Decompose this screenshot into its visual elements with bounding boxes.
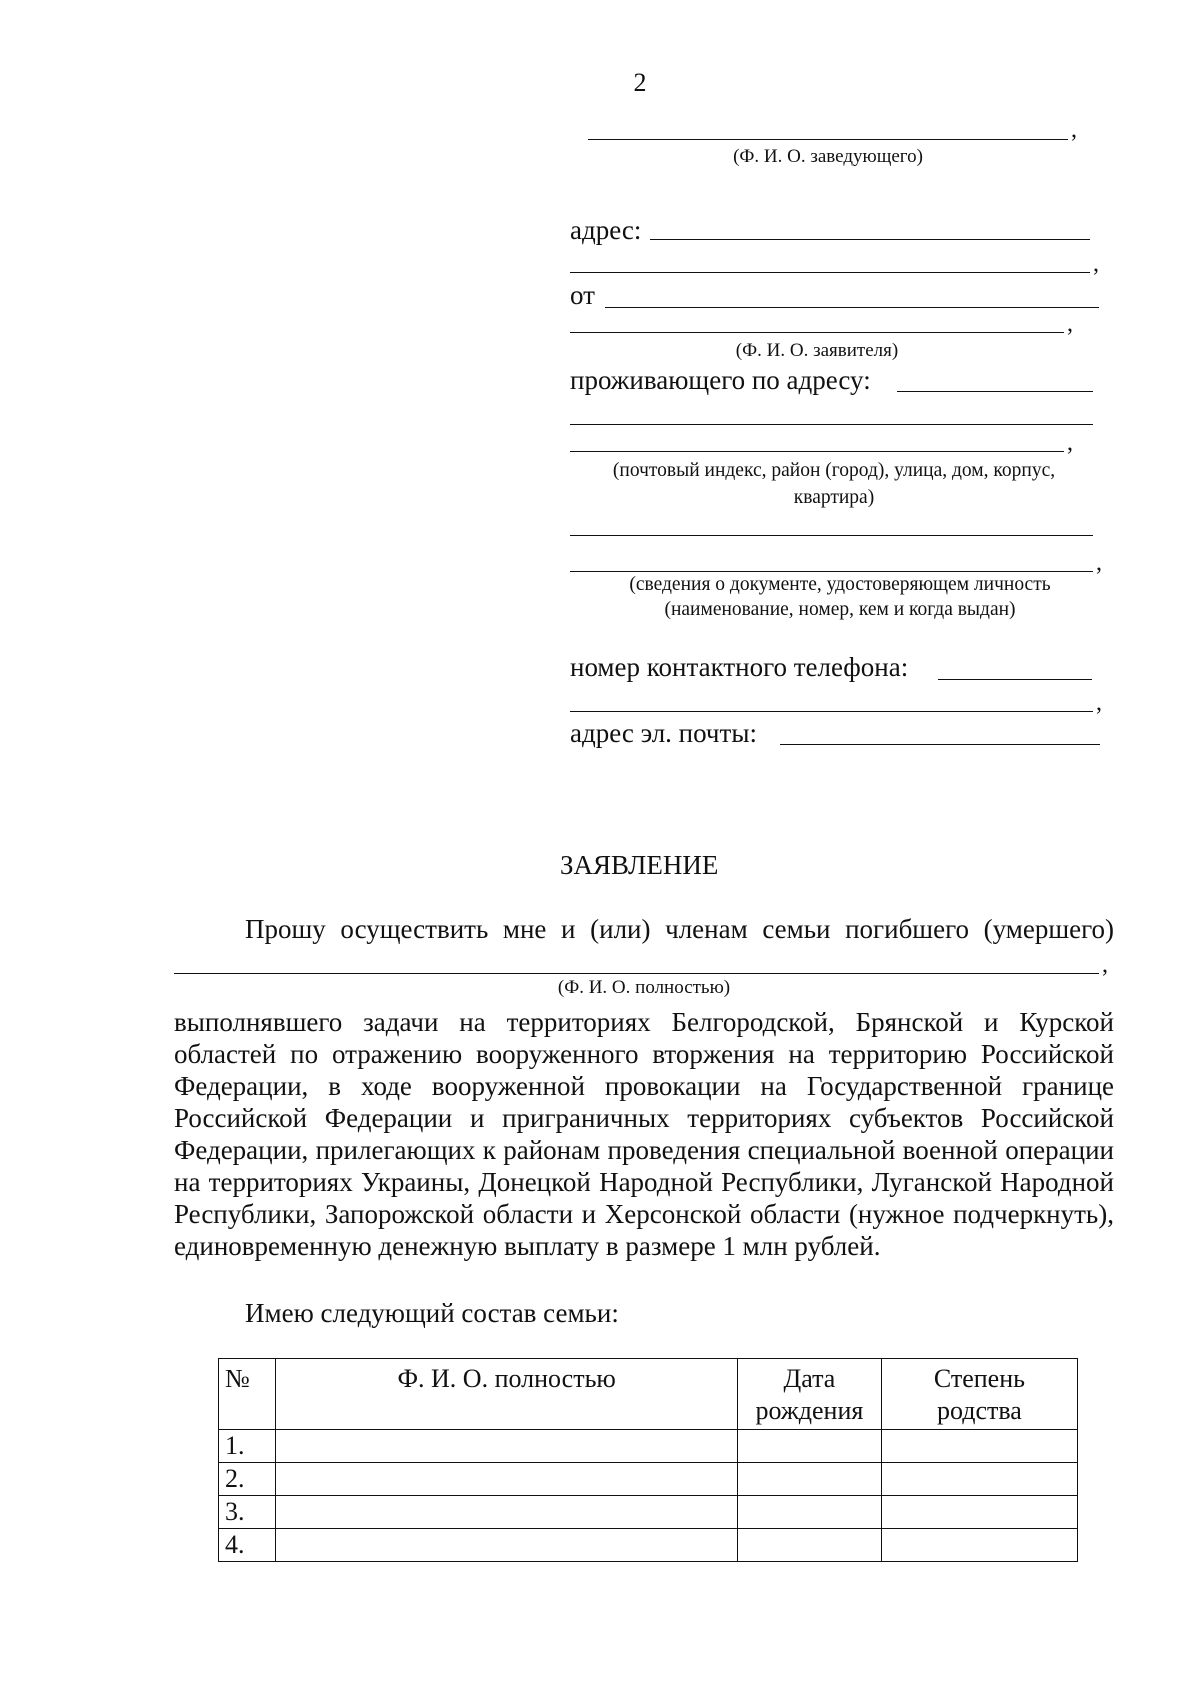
address-caption: (почтовый индекс, район (город), улица, дом, корпус, квартира) — [612, 460, 1056, 508]
address-line-2[interactable] — [570, 272, 1090, 273]
birth-date-cell[interactable] — [738, 1496, 882, 1529]
birth-date-cell[interactable] — [738, 1430, 882, 1463]
comma: , — [1093, 251, 1099, 277]
family-intro: Имею следующий состав семьи: — [245, 1298, 619, 1328]
relation-cell[interactable] — [881, 1496, 1077, 1529]
page-number: 2 — [633, 68, 647, 97]
phone-line-1[interactable] — [938, 679, 1092, 680]
col-header-relation-1: Степень — [933, 1364, 1025, 1393]
col-header-date-2: рождения — [755, 1396, 864, 1425]
table-row — [219, 1529, 1078, 1562]
table-header-row — [219, 1359, 1078, 1430]
table-row — [219, 1463, 1078, 1496]
from-label: от — [570, 280, 595, 310]
deceased-caption: (Ф. И. О. полностью) — [557, 977, 731, 998]
relation-cell[interactable] — [881, 1463, 1077, 1496]
phone-line-2[interactable] — [570, 711, 1093, 712]
email-label: адрес эл. почты: — [570, 718, 757, 748]
col-header-fio: Ф. И. О. полностью — [276, 1359, 738, 1430]
row-number: 1. — [219, 1430, 276, 1463]
head-caption: (Ф. И. О. заведующего) — [733, 146, 923, 167]
comma: , — [1071, 117, 1077, 143]
head-name-line[interactable] — [588, 139, 1068, 140]
relation-cell[interactable] — [881, 1430, 1077, 1463]
col-header-relation-2: родства — [936, 1396, 1022, 1425]
row-number: 3. — [219, 1496, 276, 1529]
address-line-1[interactable] — [650, 239, 1090, 240]
comma: , — [1102, 952, 1108, 978]
table-row — [219, 1430, 1078, 1463]
family-table — [218, 1358, 1078, 1562]
statement-title: ЗАЯВЛЕНИЕ — [560, 850, 719, 880]
fio-cell[interactable] — [276, 1463, 738, 1496]
fio-cell[interactable] — [276, 1496, 738, 1529]
statement-body: выполнявшего задачи на территориях Белгородской, Брянской и Курской областей по отражению вооруженного вторжения на территорию Российской Федерации, в ходе вооруженной провокации на Государственной границе Российской Федерации и приграничных территориях субъектов Российской Федерации, прилегающих к районам проведения специальной военной операции на территориях Украины, Донецкой Народной Республики, Луганской Народной Республики, Запорожской области и Херсонской области (нужное подчеркнуть), единовременную денежную выплату в размере 1 млн рублей. — [174, 1007, 1114, 1261]
table-row — [219, 1496, 1078, 1529]
row-number: 2. — [219, 1463, 276, 1496]
applicant-line-2[interactable] — [570, 332, 1064, 333]
address-label: адрес: — [570, 215, 642, 245]
fio-cell[interactable] — [276, 1430, 738, 1463]
document-caption-1: (сведения о документе, удостоверяющем личность — [629, 574, 1051, 595]
comma: , — [1067, 311, 1073, 337]
comma: , — [1096, 690, 1102, 716]
col-header-num: № — [219, 1359, 276, 1430]
residing-line-3[interactable] — [570, 451, 1064, 452]
document-caption-2: (наименование, номер, кем и когда выдан) — [664, 599, 1016, 620]
residing-line-2[interactable] — [570, 424, 1093, 425]
phone-label: номер контактного телефона: — [570, 652, 909, 682]
applicant-caption: (Ф. И. О. заявителя) — [735, 340, 899, 361]
statement-intro: Прошу осуществить мне и (или) членам семьи погибшего (умершего) — [245, 914, 1114, 944]
comma: , — [1067, 430, 1073, 456]
applicant-line-1[interactable] — [605, 307, 1099, 308]
birth-date-cell[interactable] — [738, 1529, 882, 1562]
relation-cell[interactable] — [881, 1529, 1077, 1562]
col-header-birth-date — [738, 1359, 882, 1430]
residing-label: проживающего по адресу: — [570, 365, 871, 395]
comma: , — [1096, 550, 1102, 576]
residing-line-1[interactable] — [897, 391, 1093, 392]
email-line[interactable] — [780, 744, 1100, 745]
document-line-1[interactable] — [570, 535, 1093, 536]
birth-date-cell[interactable] — [738, 1463, 882, 1496]
fio-cell[interactable] — [276, 1529, 738, 1562]
col-header-relation — [881, 1359, 1077, 1430]
col-header-date-1: Дата — [783, 1364, 836, 1393]
row-number: 4. — [219, 1529, 276, 1562]
